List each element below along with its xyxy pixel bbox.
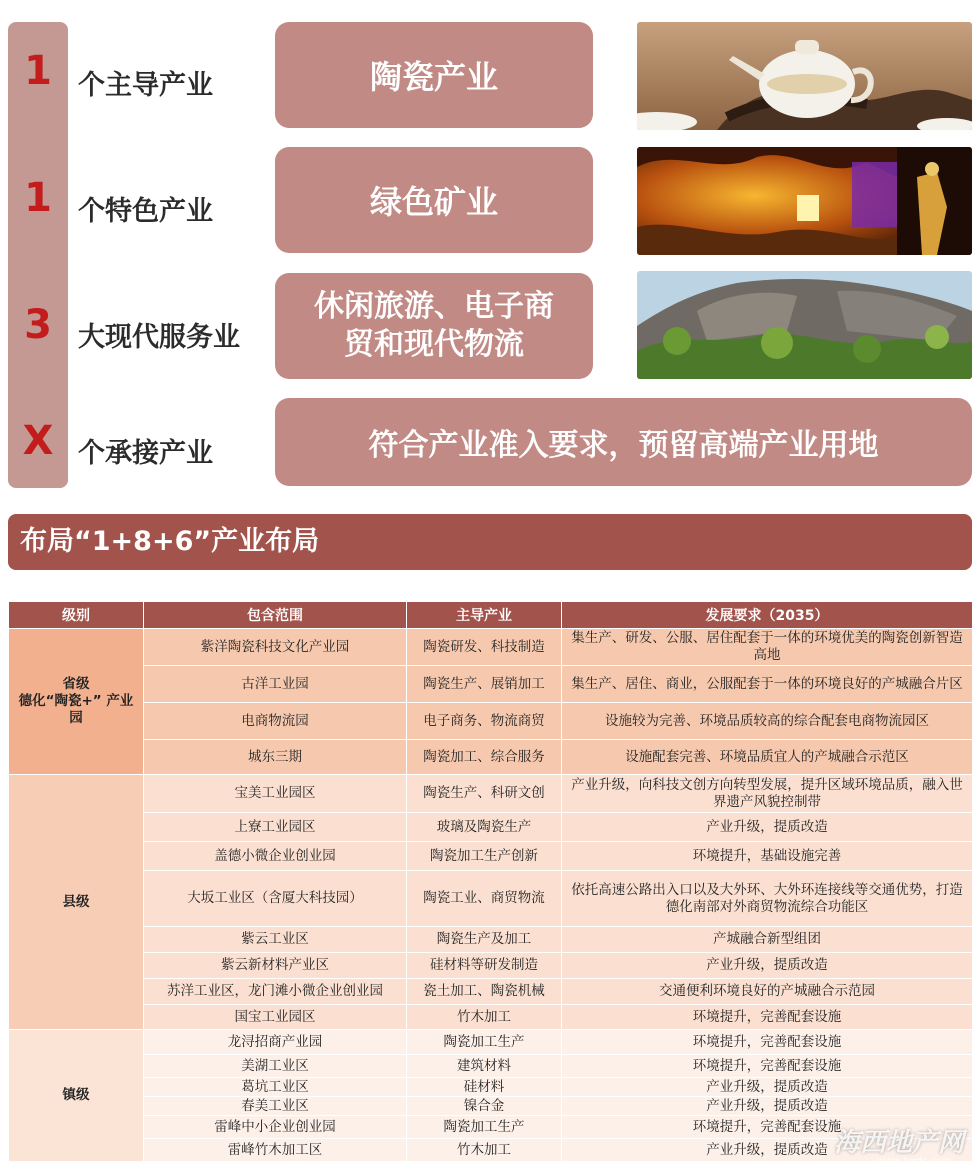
table-row: [9, 842, 973, 871]
level-cell: [9, 629, 144, 775]
industry-1-pill: [275, 22, 593, 128]
watermark-url: www.hxdc.com: [876, 1156, 952, 1167]
table-row: [9, 1078, 973, 1097]
table-row: [9, 927, 973, 953]
scope-cell: 美湖工业区: [144, 1055, 407, 1078]
requirement-cell: 依托高速公路出入口以及大外环、大外环连接线等交通优势，打造德化南部对外商贸物流综合功能区: [562, 871, 973, 927]
table-row: [9, 1116, 973, 1139]
level-cell: 镇级: [9, 1030, 144, 1162]
industry-cell: 陶瓷研发、科技制造: [407, 629, 562, 666]
industry-3-pill: [275, 273, 593, 379]
scope-cell: 电商物流园: [144, 703, 407, 740]
industry-cell: 陶瓷生产、展销加工: [407, 666, 562, 703]
requirement-cell: 设施配套完善、环境品质宜人的产城融合示范区: [562, 740, 973, 775]
table-row: [9, 1139, 973, 1162]
industry-cell: 陶瓷加工生产: [407, 1116, 562, 1139]
requirement-cell: 环境提升，完善配套设施: [562, 1030, 973, 1055]
scope-cell: 紫洋陶瓷科技文化产业园: [144, 629, 407, 666]
table-row: [9, 813, 973, 842]
scope-cell: 苏洋工业区，龙门滩小微企业创业园: [144, 979, 407, 1005]
scope-cell: 盖德小微企业创业园: [144, 842, 407, 871]
mine-photo: [637, 147, 972, 255]
scope-cell: 国宝工业园区: [144, 1005, 407, 1030]
scope-cell: 紫云工业区: [144, 927, 407, 953]
industry-cell: 陶瓷加工生产: [407, 1030, 562, 1055]
scope-cell: 紫云新材料产业区: [144, 953, 407, 979]
industry-1-number: 1: [24, 48, 52, 94]
requirement-cell: 产业升级，提质改造: [562, 813, 973, 842]
scope-cell: 宝美工业园区: [144, 775, 407, 813]
table-header-row: [9, 602, 973, 629]
industry-cell: 电子商务、物流商贸: [407, 703, 562, 740]
requirement-cell: 产业升级，提质改造: [562, 1097, 973, 1116]
scope-cell: 雷峰中小企业创业园: [144, 1116, 407, 1139]
requirement-cell: 集生产、居住、商业，公服配套于一体的环境良好的产城融合片区: [562, 666, 973, 703]
requirement-cell: 产业升级，提质改造: [562, 953, 973, 979]
industry-cell: 陶瓷生产、科研文创: [407, 775, 562, 813]
industry-2-number: 1: [24, 175, 52, 221]
industry-2-pill: [275, 147, 593, 253]
industry-4-label: 个承接产业: [78, 438, 213, 469]
industry-cell: 硅材料: [407, 1078, 562, 1097]
requirement-cell: 产业升级，向科技文创方向转型发展，提升区域环境品质，融入世界遗产风貌控制带: [562, 775, 973, 813]
teapot-photo: [637, 22, 972, 130]
scope-cell: 雷峰竹木加工区: [144, 1139, 407, 1162]
industry-2-pill-text: 绿色矿业: [369, 183, 498, 221]
table-row: [9, 1005, 973, 1030]
requirement-cell: 产业升级，提质改造: [562, 1139, 973, 1162]
table-row: [9, 953, 973, 979]
scope-cell: 葛坑工业区: [144, 1078, 407, 1097]
table-row: [9, 775, 973, 813]
table-row: [9, 979, 973, 1005]
table-row: [9, 666, 973, 703]
industry-4-pill-text: 符合产业准入要求，预留高端产业用地: [368, 428, 879, 463]
requirement-cell: 环境提升，基础设施完善: [562, 842, 973, 871]
table-row: [9, 1055, 973, 1078]
requirement-cell: 集生产、研发、公服、居住配套于一体的环境优美的陶瓷创新智造高地: [562, 629, 973, 666]
table-row: [9, 1097, 973, 1116]
requirement-cell: 环境提升，完善配套设施: [562, 1005, 973, 1030]
scope-cell: 上寮工业园区: [144, 813, 407, 842]
section-title: 布局“1+8+6”产业布局: [20, 526, 320, 557]
table-row: [9, 871, 973, 927]
table-row: [9, 1030, 973, 1055]
industry-4-number: X: [22, 418, 54, 464]
requirement-cell: 设施较为完善、环境品质较高的综合配套电商物流园区: [562, 703, 973, 740]
header-scope: 包含范围: [144, 602, 407, 629]
watermark-logo: 海西地产网: [833, 1128, 964, 1158]
industry-cell: 竹木加工: [407, 1139, 562, 1162]
table-row: [9, 703, 973, 740]
industry-cell: 镍合金: [407, 1097, 562, 1116]
level-line2: 德化“陶瓷+” 产业园: [18, 693, 134, 726]
industry-1-pill-text: 陶瓷产业: [369, 58, 498, 96]
industry-cell: 陶瓷加工生产创新: [407, 842, 562, 871]
industry-3-pill-line2: 贸和现代物流: [344, 327, 524, 362]
scope-cell: 古洋工业园: [144, 666, 407, 703]
industry-3-label: 大现代服务业: [78, 322, 240, 353]
requirement-cell: 环境提升，完善配套设施: [562, 1055, 973, 1078]
header-level: 级别: [9, 602, 144, 629]
industry-cell: 硅材料等研发制造: [407, 953, 562, 979]
requirement-cell: 产城融合新型组团: [562, 927, 973, 953]
level-cell: 县级: [9, 775, 144, 1030]
scope-cell: 城东三期: [144, 740, 407, 775]
industry-cell: 陶瓷工业、商贸物流: [407, 871, 562, 927]
header-requirement: 发展要求（2035）: [562, 602, 973, 629]
requirement-cell: 交通便利环境良好的产城融合示范园: [562, 979, 973, 1005]
industry-3-number: 3: [24, 302, 52, 348]
industry-4-pill: [275, 398, 972, 486]
table-row: [9, 740, 973, 775]
industry-cell: 陶瓷加工、综合服务: [407, 740, 562, 775]
scope-cell: 大坂工业区（含厦大科技园）: [144, 871, 407, 927]
scope-cell: 龙浔招商产业园: [144, 1030, 407, 1055]
industry-cell: 瓷土加工、陶瓷机械: [407, 979, 562, 1005]
header-industry: 主导产业: [407, 602, 562, 629]
industry-1-label: 个主导产业: [78, 70, 213, 101]
industry-cell: 玻璃及陶瓷生产: [407, 813, 562, 842]
industry-cell: 陶瓷生产及加工: [407, 927, 562, 953]
industry-park-table: [8, 601, 973, 1162]
requirement-cell: 产业升级，提质改造: [562, 1078, 973, 1097]
scope-cell: 春美工业区: [144, 1097, 407, 1116]
industry-cell: 建筑材料: [407, 1055, 562, 1078]
level-line1: 省级: [62, 676, 90, 692]
requirement-cell: 环境提升，完善配套设施: [562, 1116, 973, 1139]
industry-3-pill-line1: 休闲旅游、电子商: [314, 289, 554, 324]
industry-cell: 竹木加工: [407, 1005, 562, 1030]
section-title-bar: [8, 514, 972, 570]
mountain-photo: [637, 271, 972, 379]
industry-2-label: 个特色产业: [78, 196, 213, 227]
table-row: [9, 629, 973, 666]
